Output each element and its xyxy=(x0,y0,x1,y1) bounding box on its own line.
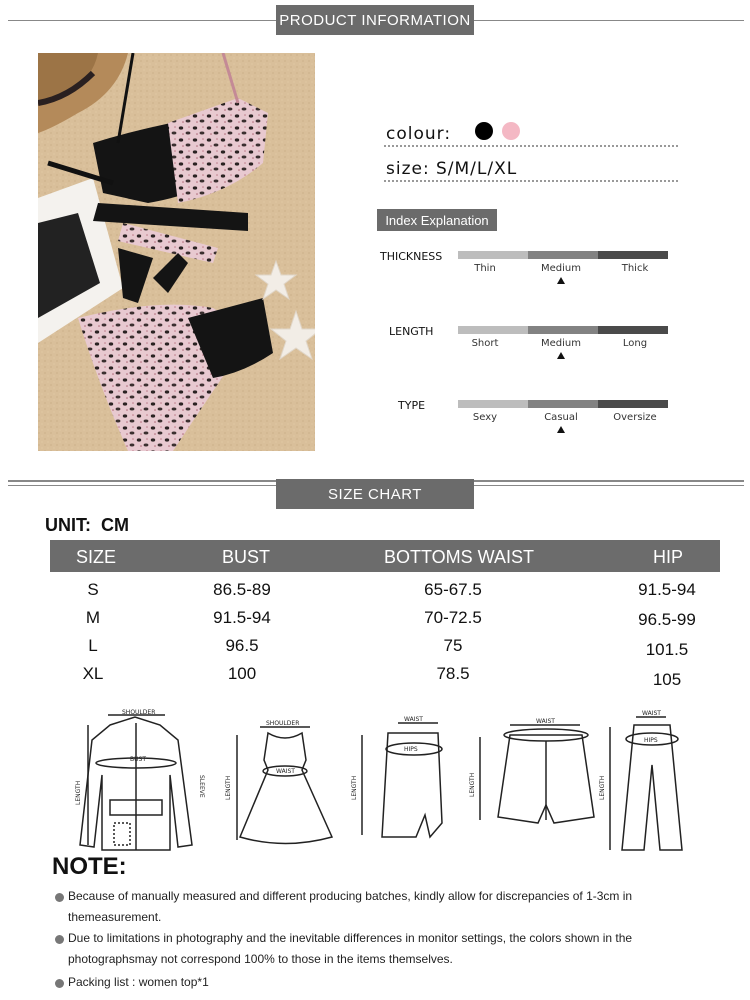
length-bar-2 xyxy=(528,326,598,334)
note-bullet xyxy=(55,893,64,902)
diagram-label: SLEEVE xyxy=(198,775,205,798)
col-header-bust: BUST xyxy=(222,547,271,567)
size-value: S/M/L/XL xyxy=(436,159,518,179)
table-cell: 75 xyxy=(443,636,463,655)
length-option-long: Long xyxy=(622,338,648,349)
thickness-indicator-icon xyxy=(557,277,565,284)
table-cell: 78.5 xyxy=(436,664,470,683)
product-info-title: PRODUCT INFORMATION xyxy=(279,11,471,29)
skirt-diagram xyxy=(362,723,442,837)
type-option-casual: Casual xyxy=(544,412,578,423)
col-header-size: SIZE xyxy=(76,547,117,567)
table-cell: 70-72.5 xyxy=(424,608,482,627)
table-cell: 91.5-94 xyxy=(638,580,696,599)
diagram-label: WAIST xyxy=(536,718,555,725)
note-bullet xyxy=(55,935,64,944)
diagram-label: SHOULDER xyxy=(122,709,156,716)
note-item: Due to limitations in photography and the inevitable differences in monitor settings, the colors shown in the xyxy=(68,931,633,945)
diagram-label: LENGTH xyxy=(225,775,232,800)
diagram-label: SHOULDER xyxy=(266,720,300,727)
type-option-sexy: Sexy xyxy=(472,412,498,423)
note-item: photographsmay not correspond 100% to those in the items themselves. xyxy=(68,952,453,966)
shorts-diagram xyxy=(480,725,594,823)
length-indicator-icon xyxy=(557,352,565,359)
type-label: TYPE xyxy=(398,399,426,412)
diagram-label: BUST xyxy=(130,756,146,763)
table-cell: 96.5 xyxy=(225,636,259,655)
product-photo xyxy=(38,53,315,451)
colour-swatch-pink[interactable] xyxy=(502,122,520,140)
col-header-bottoms-waist: BOTTOMS WAIST xyxy=(384,547,535,567)
index-explanation-title: Index Explanation xyxy=(385,212,489,228)
size-chart-banner xyxy=(276,479,474,509)
colour-swatch-black[interactable] xyxy=(475,122,493,140)
table-cell: S xyxy=(87,580,99,599)
thickness-bar-1 xyxy=(458,251,528,259)
unit-label: UNIT: CM xyxy=(45,515,129,535)
note-item: Because of manually measured and different producing batches, kindly allow for discrepancies of 1-3cm in xyxy=(68,889,633,903)
diagram-label: LENGTH xyxy=(351,775,358,800)
table-cell: L xyxy=(88,636,98,655)
size-chart-title: SIZE CHART xyxy=(328,485,422,503)
thickness-option-thin: Thin xyxy=(474,263,496,274)
table-cell: 105 xyxy=(652,670,682,689)
table-cell: 65-67.5 xyxy=(424,580,482,599)
length-bar-3 xyxy=(598,326,668,334)
colour-label: colour: xyxy=(386,124,452,144)
diagram-label: HIPS xyxy=(644,737,658,744)
table-cell: 86.5-89 xyxy=(213,580,271,599)
length-bar-1 xyxy=(458,326,528,334)
product-info-banner xyxy=(276,5,474,35)
type-bar-1 xyxy=(458,400,528,408)
thickness-label: THICKNESS xyxy=(380,250,443,263)
colour-divider xyxy=(384,145,678,147)
index-explanation-banner xyxy=(377,209,497,231)
table-cell: 100 xyxy=(227,664,257,683)
diagram-label: LENGTH xyxy=(75,780,82,805)
table-cell: XL xyxy=(82,664,104,683)
thickness-bar-2 xyxy=(528,251,598,259)
length-option-short: Short xyxy=(471,338,499,349)
diagram-label: WAIST xyxy=(276,768,295,775)
type-option-oversize: Oversize xyxy=(613,412,657,423)
diagram-label: LENGTH xyxy=(599,775,606,800)
type-bar-2 xyxy=(528,400,598,408)
diagram-label: HIPS xyxy=(404,746,418,753)
col-header-hip: HIP xyxy=(653,547,684,567)
size-divider xyxy=(384,180,678,182)
note-item: themeasurement. xyxy=(68,910,162,924)
thickness-option-thick: Thick xyxy=(621,263,649,274)
note-title: NOTE: xyxy=(52,853,127,880)
size-label: size: xyxy=(386,159,430,179)
type-indicator-icon xyxy=(557,426,565,433)
table-cell: 91.5-94 xyxy=(213,608,271,627)
measurement-diagrams xyxy=(70,705,710,865)
thickness-option-medium: Medium xyxy=(541,263,581,274)
jacket-diagram xyxy=(80,715,192,850)
diagram-label: WAIST xyxy=(642,710,661,717)
dress-diagram xyxy=(237,727,332,844)
length-label: LENGTH xyxy=(389,325,434,338)
table-cell: 96.5-99 xyxy=(638,610,696,629)
note-item: Packing list : women top*1 xyxy=(68,975,209,989)
table-cell: 101.5 xyxy=(645,640,689,659)
length-option-medium: Medium xyxy=(541,338,581,349)
type-bar-3 xyxy=(598,400,668,408)
diagram-label: WAIST xyxy=(404,716,423,723)
thickness-bar-3 xyxy=(598,251,668,259)
table-cell: M xyxy=(85,608,101,627)
diagram-label: LENGTH xyxy=(469,772,476,797)
note-bullet xyxy=(55,979,64,988)
